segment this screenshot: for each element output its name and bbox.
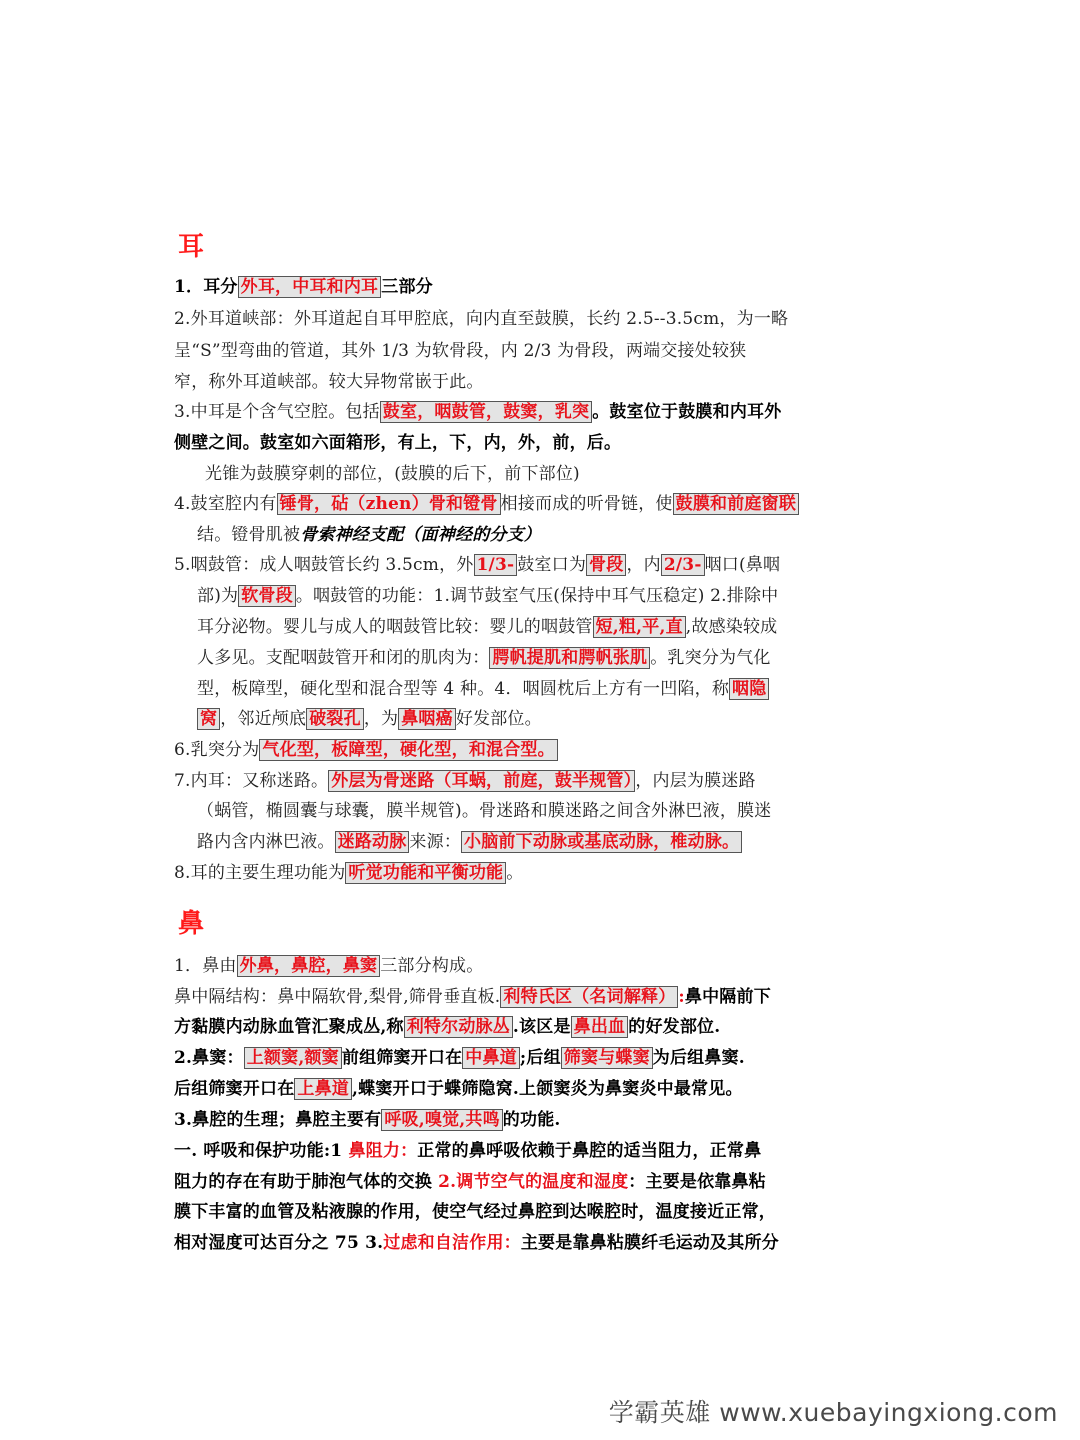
- ear-line-7c: 路内含内淋巴液。 迷路动脉 来源： 小脑前下动脉或基底动脉，椎动脉。: [197, 830, 742, 854]
- ear-line-7b: （蜗管，椭圆囊与球囊，膜半规管)。骨迷路和膜迷路之间含外淋巴液，膜迷: [197, 801, 772, 821]
- ear-line-5: 5.咽鼓管：成人咽鼓管长约 3.5cm，外 1/3- 鼓室口为 骨段 ，内 2/3- 咽口(鼻咽: [174, 555, 781, 575]
- highlight-box: 腭帆提肌和腭帆张肌: [489, 647, 650, 669]
- nose-section-title: 鼻: [178, 909, 205, 939]
- highlight-box: 筛窦与蝶窦: [561, 1047, 653, 1069]
- ear-line-5e: 型，板障型，硬化型和混合型等 4 种。4．咽圆枕后上方有一凹陷，称 咽隐: [197, 677, 769, 701]
- nose-line-1: 1．鼻由 外鼻，鼻腔，鼻窦 三部分构成。: [174, 956, 484, 976]
- ear-line-2a: 2.外耳道峡部：外耳道起自耳甲腔底，向内直至鼓膜，长约 2.5--3.5cm，为一略: [174, 309, 789, 329]
- highlight-box: 软骨段: [238, 585, 296, 607]
- ear-line-5f: 窝 ，邻近颅底 破裂孔 ，为 鼻咽癌 好发部位。: [197, 707, 542, 731]
- nose-line-3b: 后组筛窦开口在 上鼻道 ,蝶窦开口于蝶筛隐窝.上颌窦炎为鼻窦炎中最常见。: [174, 1079, 743, 1099]
- highlight-box: 鼻咽癌: [398, 708, 456, 730]
- ear-line-2b: 呈“S”型弯曲的管道，其外 1/3 为软骨段，内 2/3 为骨段，两端交接处较狭: [174, 341, 747, 361]
- ear-line-2c: 窄，称外耳道峡部。较大异物常嵌于此。: [174, 372, 484, 392]
- highlight-box: 外层为骨迷路（耳蜗，前庭，鼓半规管）: [328, 770, 635, 792]
- highlight-box: 小脑前下动脉或基底动脉，椎动脉。: [461, 831, 742, 853]
- highlight-box: 锤骨，砧（zhen）骨和镫骨: [277, 493, 501, 515]
- nose-line-5: 一. 呼吸和保护功能:1 鼻阻力：正常的鼻呼吸依赖于鼻腔的适当阻力，正常鼻: [174, 1141, 762, 1161]
- ear-line-6: 6.乳突分为 气化型，板障型，硬化型，和混合型。: [174, 738, 558, 762]
- highlight-box: 中鼻道: [462, 1047, 520, 1069]
- nose-line-2b: 方黏膜内动脉血管汇聚成丛,称 利特尔动脉丛 .该区是 鼻出血 的好发部位.: [174, 1017, 721, 1037]
- highlight-box: 鼓室，咽鼓管，鼓窦，乳突: [380, 401, 592, 423]
- highlight-box: 呼吸,嗅觉,共鸣: [381, 1109, 502, 1131]
- highlight-box: 1/3-: [474, 554, 518, 576]
- ear-line-7: 7.内耳：又称迷路。 外层为骨迷路（耳蜗，前庭，鼓半规管） ，内层为膜迷路: [174, 771, 756, 791]
- ear-line-3: 3.中耳是个含气空腔。包括 鼓室，咽鼓管，鼓窦，乳突 。鼓室位于鼓膜和内耳外: [174, 402, 782, 422]
- nose-line-3: 2.鼻窦： 上额窦,额窦 前组筛窦开口在 中鼻道 ;后组 筛窦与蝶窦 为后组鼻窦.: [174, 1048, 745, 1068]
- highlight-box: 上鼻道: [294, 1078, 352, 1100]
- highlight-box: 外耳，中耳和内耳: [238, 276, 382, 298]
- nose-line-5c: 膜下丰富的血管及粘液腺的作用，使空气经过鼻腔到达喉腔时，温度接近正常，: [174, 1202, 776, 1222]
- highlight-box: 咽隐: [729, 678, 769, 700]
- highlight-box: 利特氏区（名词解释）: [500, 986, 678, 1008]
- ear-line-5d: 人多见。支配咽鼓管开和闭的肌肉为： 腭帆提肌和腭帆张肌 。乳突分为气化: [197, 648, 771, 668]
- highlight-box: 骨段: [586, 554, 626, 576]
- ear-line-1: 1．耳分 外耳，中耳和内耳 三部分: [174, 277, 433, 297]
- highlight-box: 听觉功能和平衡功能: [345, 862, 506, 884]
- watermark-footer: 学霸英雄 www.xuebayingxiong.com: [608, 1398, 1058, 1427]
- highlight-box: 气化型，板障型，硬化型，和混合型。: [259, 739, 557, 761]
- nose-line-4: 3.鼻腔的生理；鼻腔主要有 呼吸,嗅觉,共鸣 的功能.: [174, 1110, 561, 1130]
- ear-line-5c: 耳分泌物。婴儿与成人的咽鼓管比较：婴儿的咽鼓管 短,粗,平,直 ,故感染较成: [197, 617, 778, 637]
- highlight-box: 利特尔动脉丛: [404, 1016, 513, 1038]
- highlight-box: 窝: [197, 708, 220, 730]
- highlight-box: 鼓膜和前庭窗联: [673, 493, 799, 515]
- highlight-box: 短,粗,平,直: [593, 616, 686, 638]
- nose-line-5d: 相对湿度可达百分之 75 3.过虑和自洁作用：主要是靠鼻粘膜纤毛运动及其所分: [174, 1233, 779, 1253]
- ear-line-3b: 侧壁之间。鼓室如六面箱形，有上，下，内，外，前，后。: [174, 433, 622, 453]
- highlight-box: 外鼻，鼻腔，鼻窦: [237, 955, 381, 977]
- highlight-box: 鼻出血: [571, 1016, 629, 1038]
- nose-line-5b: 阻力的存在有助于肺泡气体的交换 2.调节空气的温度和湿度：主要是依靠鼻粘: [174, 1172, 766, 1192]
- highlight-box: 上额窦,额窦: [244, 1047, 342, 1069]
- highlight-box: 2/3-: [661, 554, 705, 576]
- highlight-box: 破裂孔: [306, 708, 364, 730]
- ear-section-title: 耳: [178, 232, 205, 262]
- highlight-box: 迷路动脉: [335, 831, 410, 853]
- ear-line-4b: 结。镫骨肌被骨索神经支配（面神经的分支）: [197, 525, 542, 545]
- ear-line-5b: 部)为 软骨段 。咽鼓管的功能：1.调节鼓室气压(保持中耳气压稳定) 2.排除中: [197, 586, 779, 606]
- ear-line-3c: 光锥为鼓膜穿刺的部位，(鼓膜的后下，前下部位): [205, 464, 580, 484]
- ear-line-4: 4.鼓室腔内有 锤骨，砧（zhen）骨和镫骨 相接而成的听骨链，使 鼓膜和前庭窗联: [174, 492, 799, 516]
- ear-line-8: 8.耳的主要生理功能为 听觉功能和平衡功能 。: [174, 863, 524, 883]
- nose-line-2: 鼻中隔结构：鼻中隔软骨,梨骨,筛骨垂直板. 利特氏区（名词解释） :鼻中隔前下: [174, 987, 771, 1007]
